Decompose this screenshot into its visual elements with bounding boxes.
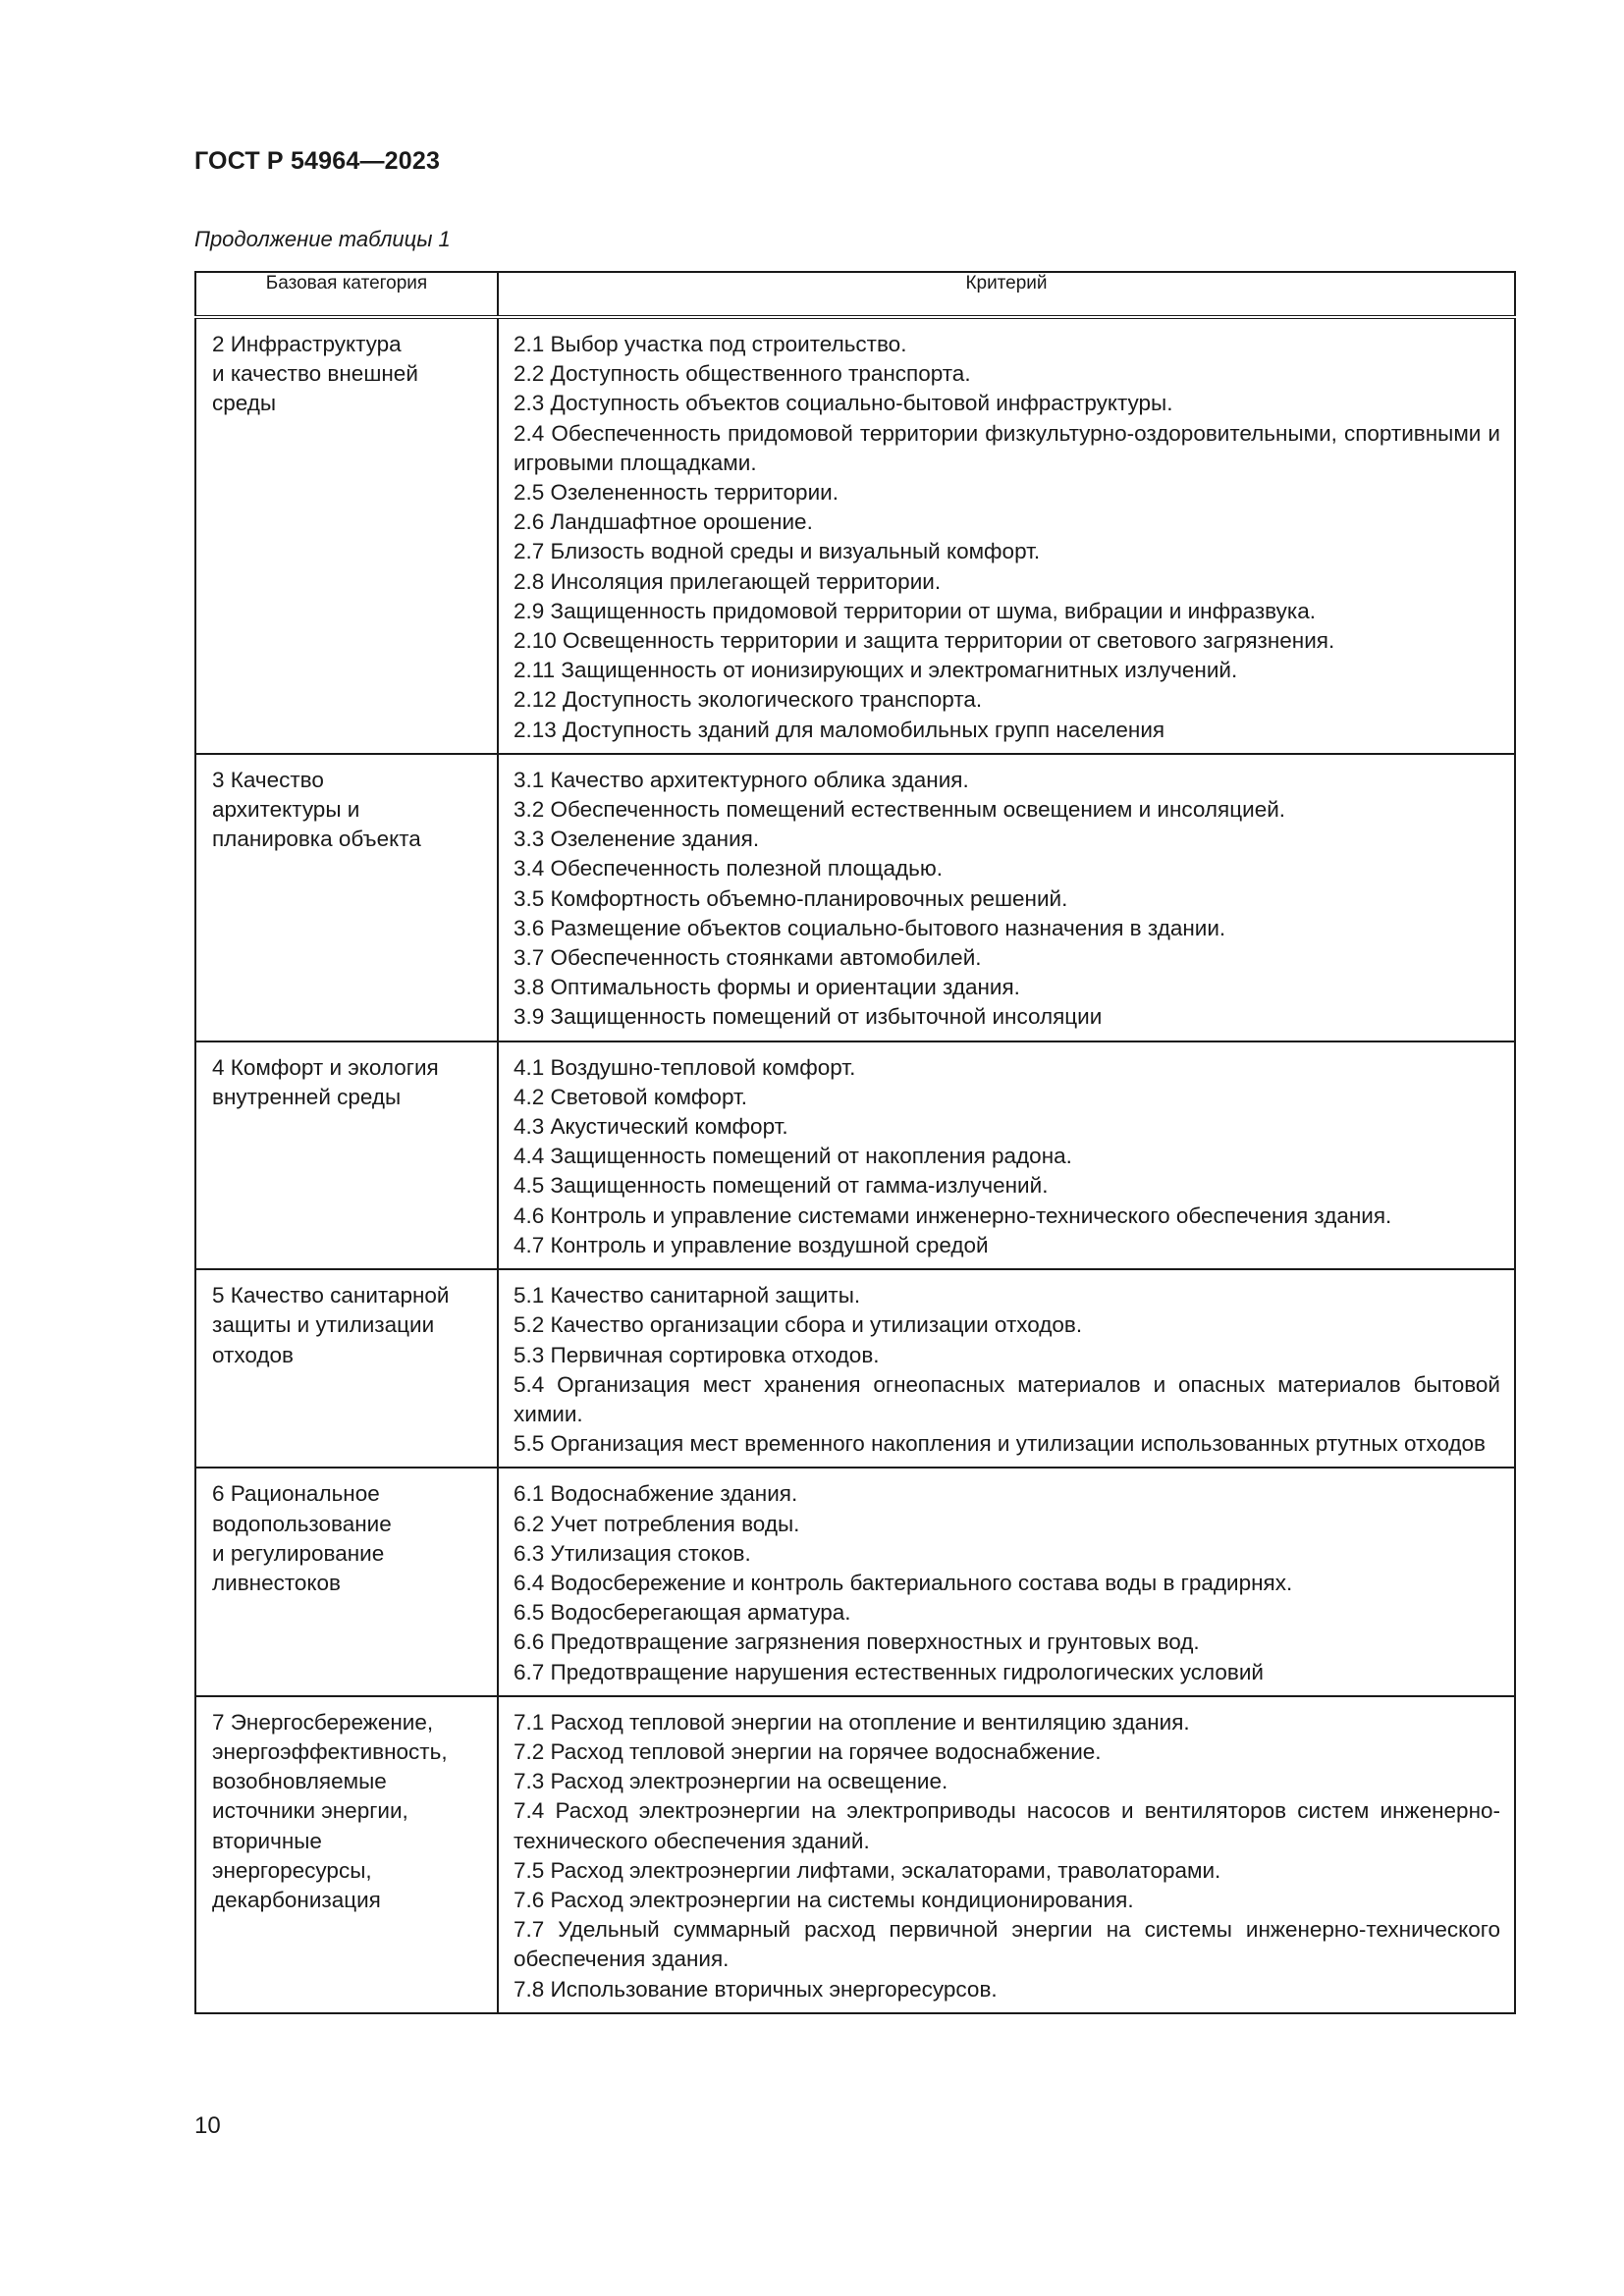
criterion-item: 7.5 Расход электроэнергии лифтами, эскалаторами, траволаторами. — [514, 1857, 1221, 1883]
category-cell — [195, 317, 498, 754]
criterion-item: 5.1 Качество санитарной защиты. — [514, 1283, 861, 1308]
criterion-item: 2.1 Выбор участка под строительство. — [514, 332, 907, 356]
column-header-criterion: Критерий — [498, 272, 1515, 317]
criterion-item: 3.9 Защищенность помещений от избыточной инсоляции — [514, 1004, 1103, 1030]
criterion-item: 7.7 Удельный суммарный расход первичной энергии на системы инженерно-технического обеспечения здания. — [514, 1917, 1500, 1972]
criterion-item: 4.7 Контроль и управление воздушной средой — [514, 1232, 989, 1257]
category-line: архитектуры и — [212, 797, 360, 823]
criterion-item: 6.3 Утилизация стоков. — [514, 1540, 751, 1566]
criterion-item: 3.8 Оптимальность формы и ориентации здания. — [514, 975, 1020, 1000]
criterion-item: 2.4 Обеспеченность придомовой территории физкультурно-оздоровительными, спортивными и игровыми площадками. — [514, 420, 1500, 475]
table-caption: Продолжение таблицы 1 — [194, 227, 451, 251]
criteria-cell — [498, 1269, 1515, 1468]
criterion-item: 3.6 Размещение объектов социально-бытового назначения в здании. — [514, 915, 1226, 940]
criteria-table — [194, 271, 1516, 2014]
table-row — [195, 1041, 1515, 1269]
category-line: защиты и утилизации — [212, 1312, 435, 1338]
criterion-item: 6.5 Водосберегающая арматура. — [514, 1600, 851, 1626]
criterion-item: 3.7 Обеспеченность стоянками автомобилей. — [514, 945, 982, 971]
criteria-cell — [498, 1696, 1515, 2013]
criterion-item: 5.2 Качество организации сбора и утилизации отходов. — [514, 1312, 1083, 1338]
category-line: водопользование — [212, 1511, 392, 1536]
category-line: источники энергии, — [212, 1798, 408, 1824]
criteria-cell — [498, 317, 1515, 754]
category-line: планировка объекта — [212, 827, 421, 852]
criterion-item: 3.4 Обеспеченность полезной площадью. — [514, 856, 944, 881]
criterion-item: 2.9 Защищенность придомовой территории от шума, вибрации и инфразвука. — [514, 598, 1316, 623]
criterion-item: 7.6 Расход электроэнергии на системы кондиционирования. — [514, 1887, 1134, 1912]
table-row — [195, 1696, 1515, 2013]
page-number: 10 — [194, 2112, 221, 2139]
criterion-item: 2.7 Близость водной среды и визуальный комфорт. — [514, 539, 1041, 564]
category-line: среды — [212, 391, 277, 416]
criterion-item: 7.3 Расход электроэнергии на освещение. — [514, 1769, 948, 1794]
category-line: 6 Рациональное — [212, 1481, 380, 1507]
category-cell — [195, 1041, 498, 1269]
criterion-item: 2.5 Озелененность территории. — [514, 480, 839, 506]
criterion-item: 6.4 Водосбережение и контроль бактериального состава воды в градирнях. — [514, 1570, 1293, 1595]
criterion-item: 5.4 Организация мест хранения огнеопасных материалов и опасных материалов бытовой химии. — [514, 1371, 1500, 1426]
category-line: 5 Качество санитарной — [212, 1283, 450, 1308]
category-line: отходов — [212, 1342, 294, 1367]
category-cell — [195, 1269, 498, 1468]
category-cell — [195, 754, 498, 1041]
criterion-item: 7.8 Использование вторичных энергоресурсов. — [514, 1976, 998, 2002]
table-row — [195, 1269, 1515, 1468]
criterion-item: 6.7 Предотвращение нарушения естественных гидрологических условий — [514, 1659, 1265, 1684]
criteria-cell — [498, 754, 1515, 1041]
criteria-cell — [498, 1468, 1515, 1695]
category-line: 4 Комфорт и экология — [212, 1054, 439, 1080]
criterion-item: 2.2 Доступность общественного транспорта. — [514, 361, 971, 387]
category-line: энергоресурсы, — [212, 1857, 372, 1883]
criterion-item: 2.6 Ландшафтное орошение. — [514, 509, 813, 535]
criterion-item: 3.3 Озеленение здания. — [514, 827, 760, 852]
table-row — [195, 317, 1515, 754]
category-cell — [195, 1696, 498, 2013]
category-line: и качество внешней — [212, 361, 418, 387]
category-line: 2 Инфраструктура — [212, 332, 402, 356]
criterion-item: 3.5 Комфортность объемно-планировочных решений. — [514, 885, 1068, 911]
table-body — [195, 317, 1515, 2013]
criterion-item: 2.11 Защищенность от ионизирующих и электромагнитных излучений. — [514, 658, 1238, 683]
category-line: энергоэффективность, — [212, 1738, 448, 1764]
criterion-item: 2.13 Доступность зданий для маломобильных групп населения — [514, 717, 1165, 742]
criterion-item: 6.1 Водоснабжение здания. — [514, 1481, 798, 1507]
criterion-item: 3.2 Обеспеченность помещений естественным освещением и инсоляцией. — [514, 797, 1286, 823]
table-row — [195, 754, 1515, 1041]
criterion-item: 2.8 Инсоляция прилегающей территории. — [514, 568, 942, 594]
category-line: 7 Энергосбережение, — [212, 1709, 434, 1735]
criterion-item: 3.1 Качество архитектурного облика здания. — [514, 767, 969, 792]
category-line: ливнестоков — [212, 1570, 341, 1595]
document-code: ГОСТ Р 54964—2023 — [194, 147, 441, 175]
table-header-row — [195, 272, 1515, 317]
criterion-item: 4.5 Защищенность помещений от гамма-излучений. — [514, 1173, 1049, 1199]
criterion-item: 2.12 Доступность экологического транспорта. — [514, 687, 983, 713]
category-line: 3 Качество — [212, 767, 324, 792]
criterion-item: 4.3 Акустический комфорт. — [514, 1114, 788, 1140]
criterion-item: 4.4 Защищенность помещений от накопления радона. — [514, 1144, 1072, 1169]
criterion-item: 5.5 Организация мест временного накопления и утилизации использованных ртутных отходов — [514, 1431, 1486, 1457]
category-line: внутренней среды — [212, 1084, 402, 1109]
criteria-cell — [498, 1041, 1515, 1269]
criterion-item: 2.10 Освещенность территории и защита территории от светового загрязнения. — [514, 628, 1335, 654]
category-line: и регулирование — [212, 1540, 385, 1566]
criterion-item: 2.3 Доступность объектов социально-бытовой инфраструктуры. — [514, 391, 1173, 416]
criterion-item: 7.2 Расход тепловой энергии на горячее водоснабжение. — [514, 1738, 1102, 1764]
category-line: вторичные — [212, 1828, 322, 1853]
criterion-item: 6.2 Учет потребления воды. — [514, 1511, 800, 1536]
criterion-item: 4.1 Воздушно-тепловой комфорт. — [514, 1054, 856, 1080]
criterion-item: 5.3 Первичная сортировка отходов. — [514, 1342, 880, 1367]
category-cell — [195, 1468, 498, 1695]
criterion-item: 7.1 Расход тепловой энергии на отопление и вентиляцию здания. — [514, 1709, 1190, 1735]
criterion-item: 4.6 Контроль и управление системами инженерно-технического обеспечения здания. — [514, 1202, 1392, 1228]
table-row — [195, 1468, 1515, 1695]
category-line: возобновляемые — [212, 1769, 387, 1794]
category-line: декарбонизация — [212, 1887, 381, 1912]
column-header-category: Базовая категория — [195, 272, 498, 317]
criterion-item: 4.2 Световой комфорт. — [514, 1084, 748, 1109]
criterion-item: 7.4 Расход электроэнергии на электроприводы насосов и вентиляторов систем инженерно-технического обеспечения зданий. — [514, 1798, 1500, 1853]
criterion-item: 6.6 Предотвращение загрязнения поверхностных и грунтовых вод. — [514, 1629, 1200, 1655]
